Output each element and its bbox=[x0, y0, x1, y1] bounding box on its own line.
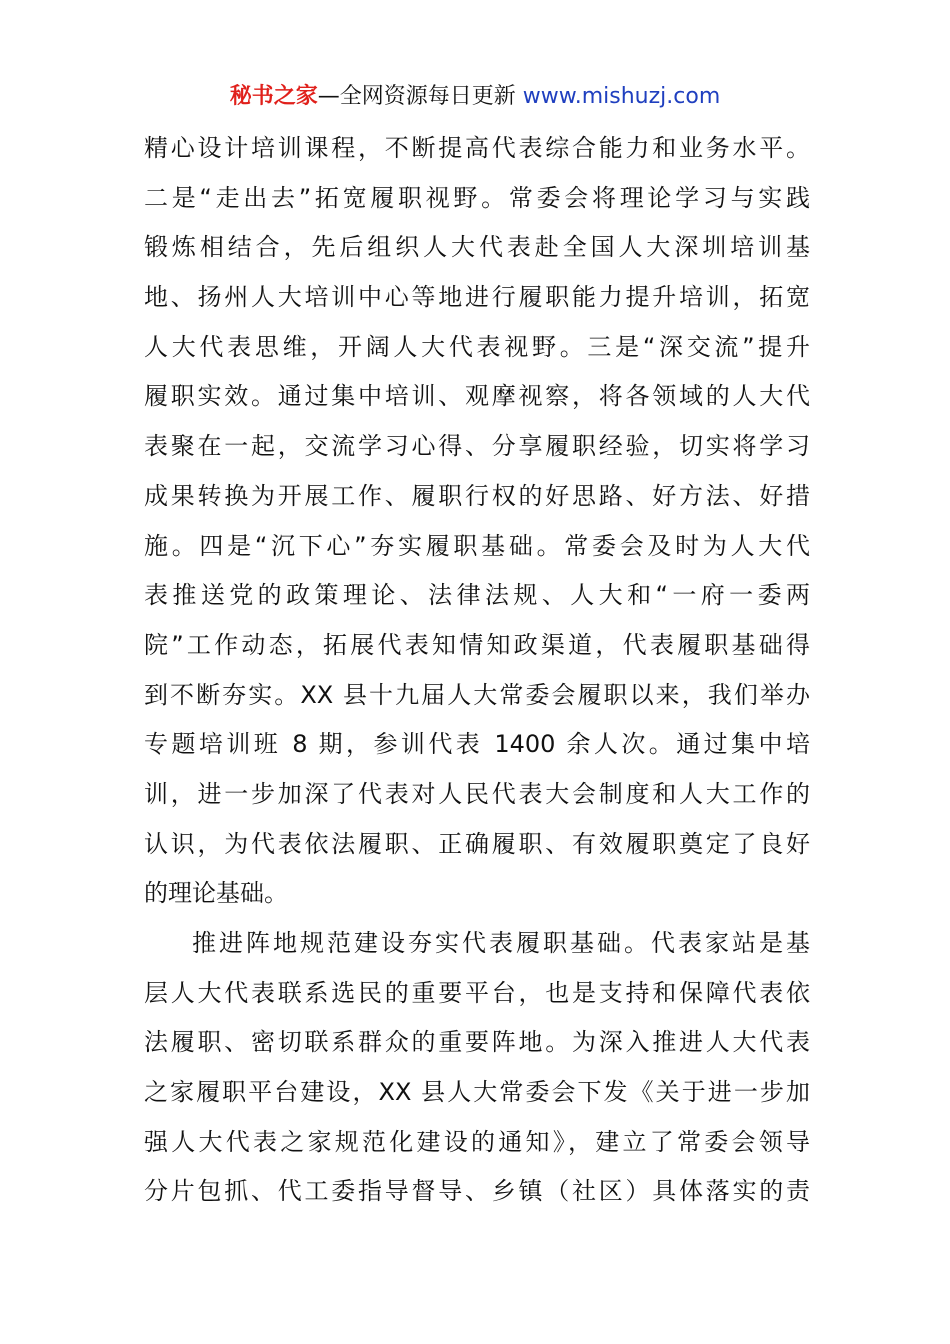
text-line: 履职实效。通过集中培训、观摩视察，将各领域的人大代 bbox=[144, 382, 810, 411]
text-line: 之家履职平台建设，XX 县人大常委会下发《关于进一步加 bbox=[144, 1078, 810, 1107]
text-line: 二是“走出去”拓宽履职视野。常委会将理论学习与实践 bbox=[144, 183, 810, 212]
text-line: 人大代表思维，开阔人大代表视野。三是“深交流”提升 bbox=[144, 332, 810, 361]
text-line: 施。四是“沉下心”夯实履职基础。常委会及时为人大代 bbox=[144, 531, 810, 560]
text-line: 层人大代表联系选民的重要平台，也是支持和保障代表依 bbox=[144, 978, 810, 1007]
text-line-paragraph-end: 的理论基础。 bbox=[144, 879, 288, 908]
text-line: 表聚在一起，交流学习心得、分享履职经验，切实将学习 bbox=[144, 432, 810, 461]
site-url[interactable]: www.mishuzj.com bbox=[522, 84, 721, 109]
text-line: 到不断夯实。XX 县十九届人大常委会履职以来，我们举办 bbox=[144, 680, 810, 709]
text-line: 训，进一步加深了代表对人民代表大会制度和人大工作的 bbox=[144, 779, 810, 808]
text-line: 院”工作动态，拓展代表知情知政渠道，代表履职基础得 bbox=[144, 630, 810, 659]
text-line: 专题培训班 8 期，参训代表 1400 余人次。通过集中培 bbox=[144, 730, 810, 759]
text-line: 强人大代表之家规范化建设的通知》，建立了常委会领导 bbox=[144, 1127, 810, 1156]
site-header bbox=[0, 80, 950, 114]
text-line: 锻炼相结合，先后组织人大代表赴全国人大深圳培训基 bbox=[144, 233, 810, 262]
document-body bbox=[144, 124, 810, 1217]
text-line: 认识，为代表依法履职、正确履职、有效履职奠定了良好 bbox=[144, 829, 810, 858]
text-line: 成果转换为开展工作、履职行权的好思路、好方法、好措 bbox=[144, 481, 810, 510]
header-tagline: —全网资源每日更新 bbox=[317, 84, 523, 109]
brand-name: 秘书之家 bbox=[229, 84, 318, 109]
text-line-paragraph-start: 推进阵地规范建设夯实代表履职基础。代表家站是基 bbox=[192, 929, 810, 957]
text-line: 分片包抓、代工委指导督导、乡镇（社区）具体落实的责 bbox=[144, 1177, 810, 1206]
text-line: 地、扬州人大培训中心等地进行履职能力提升培训，拓宽 bbox=[144, 283, 810, 312]
text-line: 精心设计培训课程，不断提高代表综合能力和业务水平。 bbox=[144, 134, 810, 162]
text-line: 表推送党的政策理论、法律法规、人大和“一府一委两 bbox=[144, 581, 810, 610]
text-line: 法履职、密切联系群众的重要阵地。为深入推进人大代表 bbox=[144, 1028, 810, 1057]
